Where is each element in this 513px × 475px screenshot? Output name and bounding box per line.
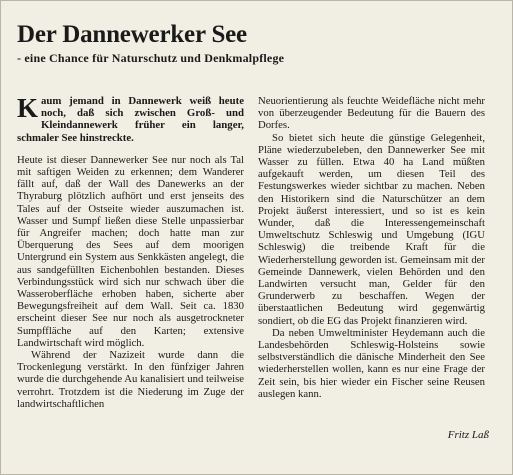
right-column	[258, 95, 485, 400]
body-paragraph: Da neben Umweltminister Heydemann auch die Landesbehörden Schleswig-Holsteins sowie selbstverständlich die dänische Minderheit den See wiederherstellen wollen, kann es nur eine Frage der Zeit sein, bis hier wieder ein Fischer seine Reusen auslegen kann.	[258, 326, 485, 400]
lead-text: aum jemand in Dannewerk weiß heute noch, daß sich zwischen Groß- und Kleindannewerk früher ein langer, schmaler See hinstreckte.	[17, 95, 244, 144]
body-paragraph: So bietet sich heute die günstige Gelegenheit, Pläne wiederzubeleben, den Dannewerker See mit Wasser zu füllen. Etwa 40 ha Land müßten aufgekauft werden, um diesen Teil des Festungswerkes wieder sichtbar zu machen. Neben den Historikern sind die Naturschützer an dem Projekt äußerst interessiert, und so ist es kein Wunder, daß die Interessengemeinschaft Umweltschutz Schleswig und Umgebung (IGU Schleswig) die treibende Kraft für die Wiederherstellung geworden ist. Gemeinsam mit der Gemeinde Dannewerk, vielen Behörden und den Landwirten versucht man, Gelder für den Grunderwerb zu beschaffen. Wegen der überstaatlichen Bedeutung wird gegenwärtig sondiert, ob die EG das Projekt finanzieren wird.	[258, 131, 485, 327]
lead-paragraph	[17, 95, 244, 144]
body-paragraph: Heute ist dieser Dannewerker See nur noch als Tal mit saftigen Weiden zu erkennen; dem Wanderer fällt auf, daß der Wall des Danewerks an der Thyraburg plötzlich aufhört und erst jenseits des Tales auf der Ostseite wieder auszumachen ist. Wasser und Sumpf ließen diese Stelle unpassierbar für Angreifer machen; doch hatte man zur Überquerung des Sees auf dem moorigen Untergrund ein System aus Senkkästen angelegt, die aus sandgefüllten Eichenbohlen bestanden. Dieses Verbindungsstück wird sich nur schwach über die Wasseroberfläche erhoben haben, sicherte aber Bewegungsfreiheit auf dem Wall. Seit ca. 1830 erscheint dieser See nur noch als ausgetrockneter Sumpffläche auf den Karten; extensive Landwirtschaft wird möglich.	[17, 153, 244, 349]
drop-cap: K	[17, 93, 39, 123]
left-column	[17, 95, 244, 410]
article-subtitle: - eine Chance für Naturschutz und Denkmalpflege	[17, 51, 285, 65]
body-paragraph: Neuorientierung als feuchte Weidefläche nicht mehr von überzeugender Bedeutung für die Bauern des Dorfes.	[258, 95, 485, 132]
author-signature: Fritz Laß	[447, 429, 489, 441]
body-paragraph: Während der Nazizeit wurde dann die Trockenlegung verstärkt. In den fünfziger Jahren wurde die durchgehende Au kanalisiert und teilweise verrohrt. Trotzdem ist die Niederung im Zuge der landwirtschaftlichen	[17, 349, 244, 410]
article-title: Der Dannewerker See	[17, 21, 247, 48]
